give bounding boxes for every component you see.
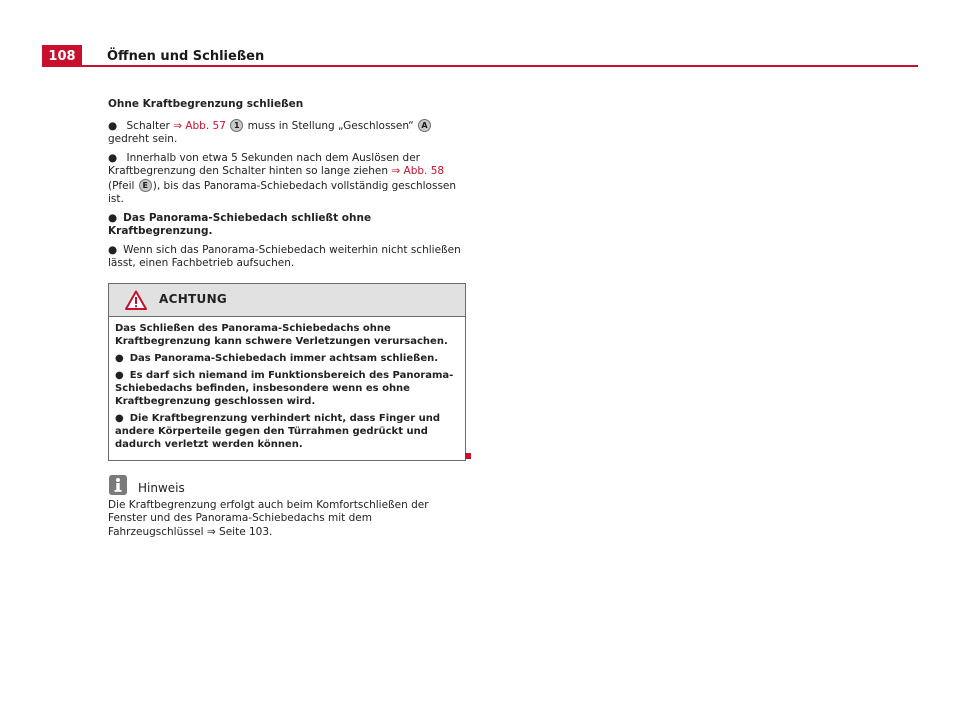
main-content — [108, 98, 466, 539]
bullet: ● — [108, 243, 118, 256]
item-text: ), bis das Panorama-Schiebedach vollständig geschlossen ist. — [108, 179, 457, 205]
item-text: Die Kraftbegrenzung verhindert nicht, dass Finger und andere Körperteile gegen den Türrahmen gedrückt und dadurch verletzt werden können. — [115, 412, 441, 450]
section-heading: Ohne Kraftbegrenzung schließen — [108, 98, 304, 110]
item-text: Das Panorama-Schiebedach schließt ohne Kraftbegrenzung. — [108, 211, 372, 237]
note-text: Die Kraftbegrenzung erfolgt auch beim Komfortschließen der Fenster und des Panorama-Schiebedachs mit dem Fahrzeugschlüssel ⇒ Seite 103. — [108, 498, 429, 538]
warning-item — [115, 369, 459, 408]
warning-item — [115, 352, 459, 365]
section-title: Öffnen und Schließen — [107, 49, 265, 64]
callout-badge: A — [418, 119, 431, 132]
list-item — [108, 119, 466, 147]
item-text: Wenn sich das Panorama-Schiebedach weiterhin nicht schließen lässt, einen Fachbetrieb aufsuchen. — [108, 243, 461, 269]
item-text: gedreht sein. — [108, 133, 178, 145]
warning-triangle-icon — [125, 290, 147, 310]
figure-link[interactable]: ⇒ Abb. 58 — [391, 165, 445, 177]
callout-badge: E — [139, 179, 152, 192]
figure-link[interactable]: ⇒ Abb. 57 — [173, 119, 226, 132]
item-text: Es darf sich niemand im Funktionsbereich des Panorama-Schiebedachs befinden, insbesondere wenn es ohne Kraftbegrenzung geschlossen wird. — [115, 369, 454, 407]
bullet: ● — [115, 352, 124, 364]
note-header — [108, 475, 466, 497]
item-text: (Pfeil — [108, 179, 135, 192]
page-number: 108 — [42, 45, 82, 67]
list-item — [108, 212, 466, 239]
item-text: Innerhalb von etwa 5 Sekunden nach dem Auslösen der Kraftbegrenzung den Schalter hinten so lange ziehen — [108, 151, 420, 177]
item-text: Schalter — [126, 119, 170, 132]
bullet: ● — [108, 151, 118, 164]
info-icon — [109, 475, 127, 495]
warning-title: ACHTUNG — [159, 291, 228, 306]
warning-box — [108, 283, 466, 461]
bullet: ● — [115, 369, 124, 381]
list-item — [108, 244, 466, 271]
end-of-section-marker — [465, 453, 471, 459]
list-item — [108, 152, 466, 207]
item-text: muss in Stellung „Geschlossen“ — [247, 119, 414, 132]
item-text: Das Panorama-Schiebedach immer achtsam schließen. — [129, 352, 439, 364]
bullet: ● — [108, 211, 118, 224]
bullet: ● — [108, 119, 118, 132]
note-title: Hinweis — [138, 480, 185, 495]
callout-badge: 1 — [230, 119, 243, 132]
page-header — [42, 45, 918, 67]
warning-header — [109, 284, 465, 317]
bullet: ● — [115, 412, 124, 424]
warning-intro: Das Schließen des Panorama-Schiebedachs ohne Kraftbegrenzung kann schwere Verletzungen verursachen. — [115, 322, 448, 347]
warning-body — [109, 317, 465, 460]
header-rule — [42, 65, 918, 67]
warning-item — [115, 412, 459, 451]
